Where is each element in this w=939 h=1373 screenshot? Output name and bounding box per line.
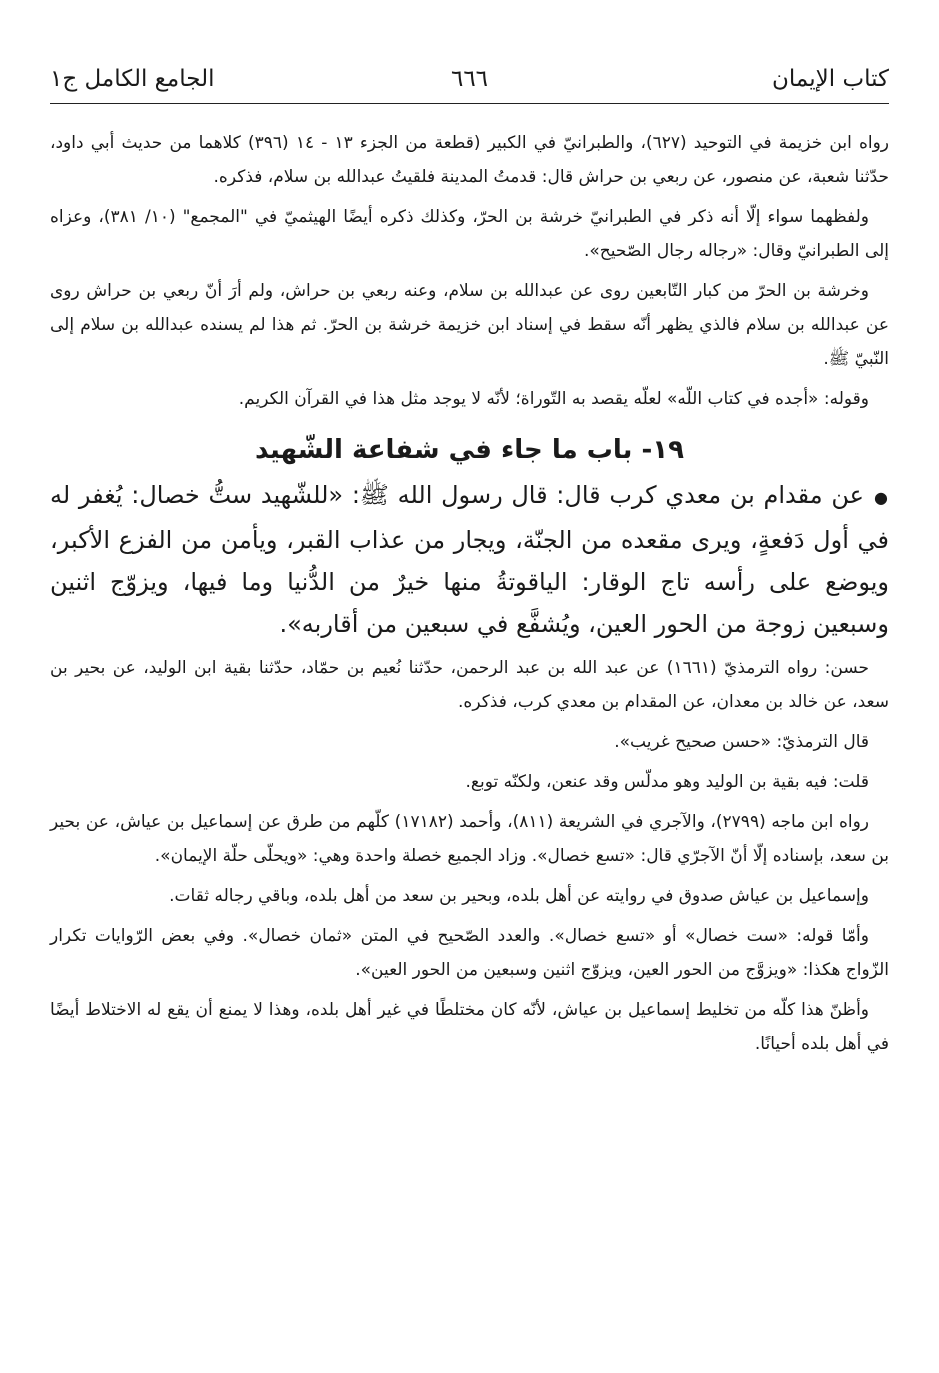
- header-rule: [50, 103, 889, 104]
- paragraph: رواه ابن خزيمة في التوحيد (٦٢٧)، والطبرانيّ في الكبير (قطعة من الجزء ١٣ - ١٤ (٣٩٦) كلاهما من حديث أبي داود، حدّثنا شعبة، عن منصور، عن ربعي بن حراش قال: قدمتُ المدينة فلقيتُ عبدالله بن سلام، فذكره.: [50, 133, 889, 187]
- paragraph: ولفظهما سواء إلّا أنه ذكر في الطبرانيّ خرشة بن الحرّ، وكذلك ذكره أيضًا الهيثميّ في "المجمع" (١٠/ ٣٨١)، وعزاه إلى الطبرانيّ وقال: «رجاله رجال الصّحيح».: [50, 207, 889, 261]
- commentary-paragraph: حسن: رواه الترمذيّ (١٦٦١) عن عبد الله بن عبد الرحمن، حدّثنا نُعيم بن حمّاد، حدّثنا بقية ابن الوليد، عن بحير بن سعد، عن خالد بن معدان، عن المقدام بن معدي كرب، فذكره.: [50, 658, 889, 712]
- page-number: ٦٦٦: [450, 66, 489, 92]
- book-page: [50, 0, 889, 1373]
- paragraph: وقوله: «أجده في كتاب اللّه» لعلّه يقصد به التّوراة؛ لأنّه لا يوجد مثل هذا في القرآن الكريم.: [238, 389, 869, 409]
- commentary-paragraph: قلت: فيه بقية بن الوليد وهو مدلّس وقد عنعن، ولكنّه توبع.: [465, 772, 869, 792]
- hadith-body: عن مقدام بن معدي كرب قال: قال رسول الله ﷺ: «للشّهيد ستُّ خصال: يُغفر له في أول دَفعةٍ، ويرى مقعده من الجنّة، ويجار من عذاب القبر، ويأمن من الفزع الأكبر، ويوضع على رأسه تاج الوقار: الياقوتةُ منها خيرٌ من الدُّنيا وما فيها، ويزوّج اثنين وسبعين زوجة من الحور العين، ويُشفَّع في سبعين من أقاربه».: [50, 481, 889, 638]
- hadith-text: [50, 474, 889, 645]
- commentary-paragraph: وأمّا قوله: «ست خصال» أو «تسع خصال». والعدد الصّحيح في المتن «ثمان خصال». وفي بعض الرّوايات تكرار الزّواج هكذا: «ويزوَّج من الحور العين، ويزوّج اثنين وسبعين من الحور العين».: [50, 926, 889, 980]
- paragraph: وخرشة بن الحرّ من كبار التّابعين روى عن عبدالله بن سلام، وعنه ربعي بن حراش، ولم أرَ أنّ ربعي بن حراش روى عن عبدالله بن سلام فالذي يظهر أنّه سقط في إسناد ابن خزيمة خرشة بن الحرّ. ثم هذا لم يسنده عبدالله بن سلام إلى النّبيّ ﷺ.: [50, 281, 889, 369]
- commentary-paragraph: وإسماعيل بن عياش صدوق في روايته عن أهل بلده، وبحير بن سعد من أهل بلده، وباقي رجاله ثقات.: [169, 886, 869, 906]
- commentary-paragraph: قال الترمذيّ: «حسن صحيح غريب».: [614, 732, 869, 752]
- bullet-icon: ●: [873, 488, 890, 507]
- page-content: [50, 126, 889, 1061]
- commentary-paragraph: رواه ابن ماجه (٢٧٩٩)، والآجري في الشريعة (٨١١)، وأحمد (١٧١٨٢) كلّهم من طرق عن إسماعيل بن عياش، عن بحير بن سعد، بإسناده إلّا أنّ الآجرّي قال: «تسع خصال». وزاد الجميع خصلة واحدة وهي: «ويحلّى حلّة الإيمان».: [50, 812, 889, 866]
- collection-title: الجامع الكامل ج١: [50, 66, 215, 92]
- commentary-paragraph: وأظنّ هذا كلّه من تخليط إسماعيل بن عياش، لأنّه كان مختلطًا في غير أهل بلده، وهذا لا يمنع أن يقع له الاختلاط أيضًا في أهل بلده أحيانًا.: [50, 1000, 889, 1054]
- book-title: كتاب الإيمان: [772, 66, 889, 92]
- chapter-heading: ١٩- باب ما جاء في شفاعة الشّهيد: [255, 435, 684, 465]
- running-header: [50, 62, 889, 96]
